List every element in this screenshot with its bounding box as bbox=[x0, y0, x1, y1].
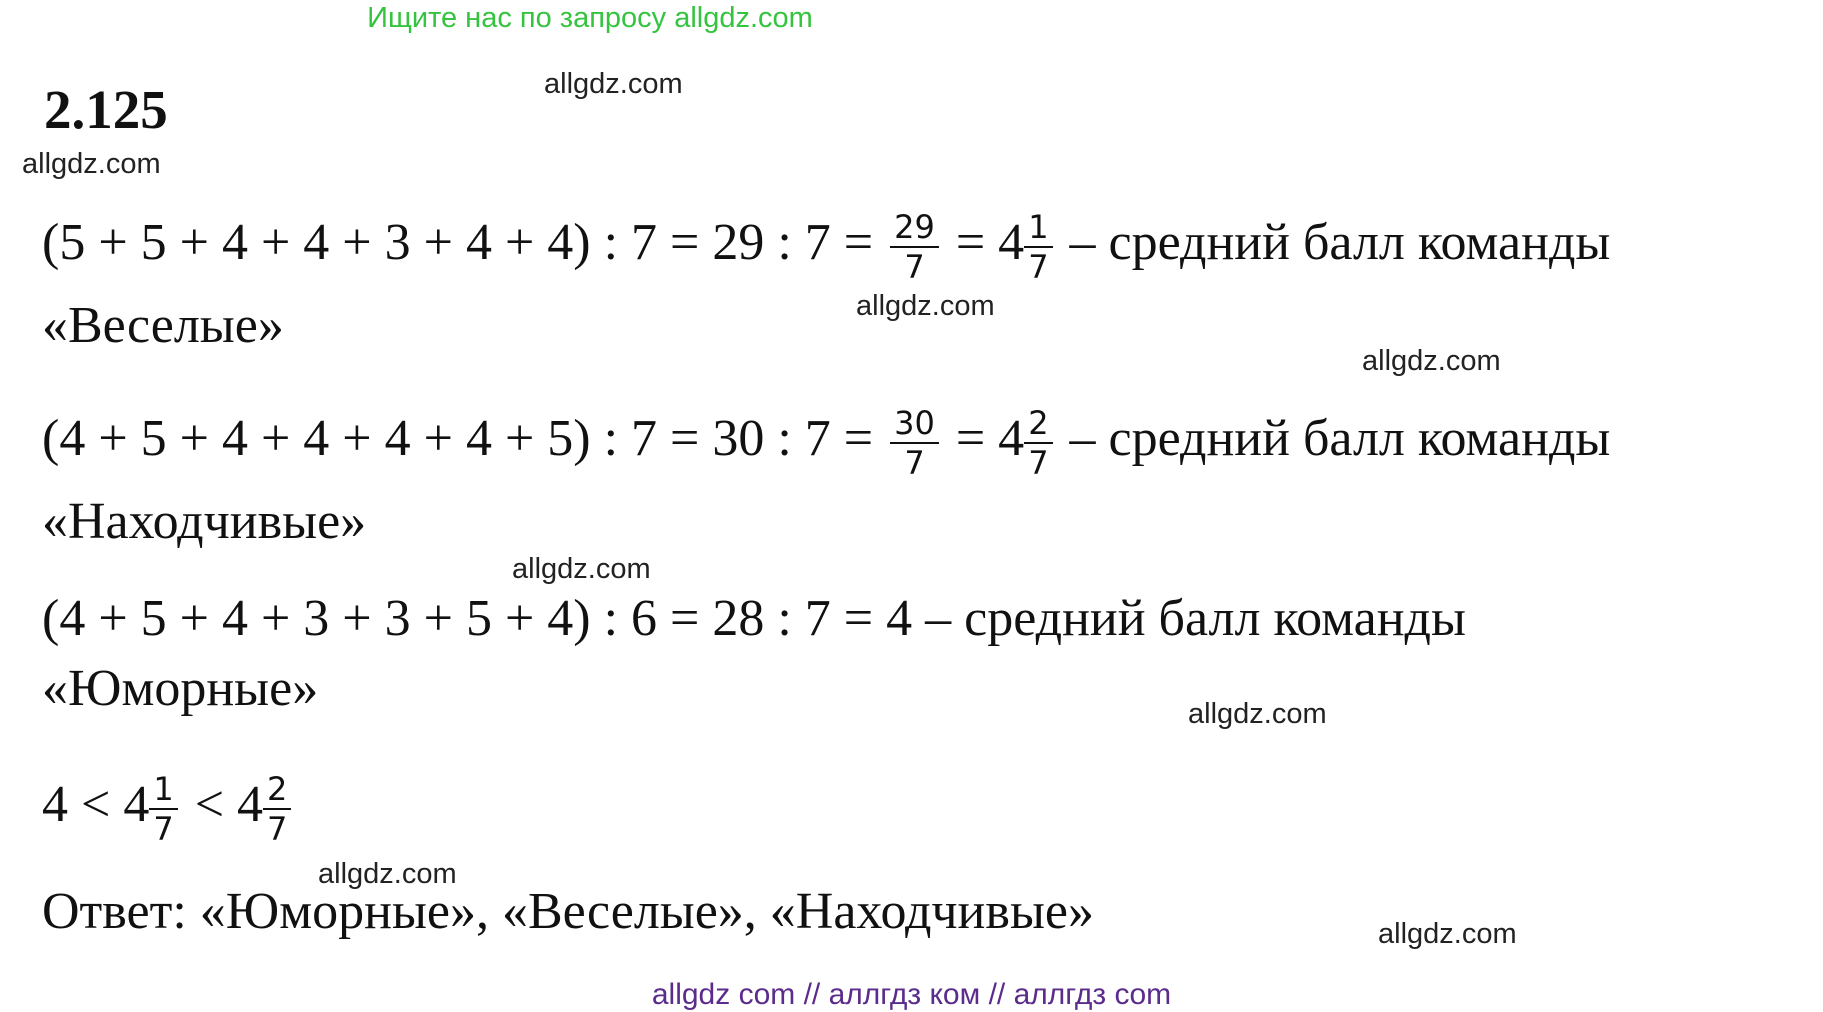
expression: (4 + 5 + 4 + 4 + 4 + 4 + 5) : 7 = 30 : 7 = bbox=[42, 409, 887, 467]
denominator: 7 bbox=[267, 810, 288, 848]
fraction bbox=[890, 208, 939, 286]
denominator: 7 bbox=[153, 810, 174, 848]
solution-line-2 bbox=[42, 404, 1610, 482]
numerator: 2 bbox=[263, 770, 291, 810]
comparison-left: 4 < 4 bbox=[42, 775, 150, 833]
comparison bbox=[42, 770, 295, 848]
mixed-fraction bbox=[1024, 404, 1052, 482]
answer: Ответ: «Юморные», «Веселые», «Находчивые» bbox=[42, 883, 1094, 940]
comparison-right: < 4 bbox=[181, 775, 264, 833]
watermark: allgdz.com bbox=[1362, 345, 1501, 377]
footer-links: allgdz com // аллгдз ком // аллгдз com bbox=[651, 978, 1172, 1011]
watermark: allgdz.com bbox=[1188, 698, 1327, 730]
expression: (5 + 5 + 4 + 4 + 3 + 4 + 4) : 7 = 29 : 7 = bbox=[42, 213, 887, 271]
numerator: 29 bbox=[890, 208, 939, 248]
watermark: allgdz.com bbox=[22, 148, 161, 180]
equals-whole: = 4 bbox=[942, 213, 1025, 271]
description: – средний балл команды bbox=[1056, 409, 1611, 467]
numerator: 2 bbox=[1024, 404, 1052, 444]
numerator: 30 bbox=[890, 404, 939, 444]
fraction bbox=[890, 404, 939, 482]
watermark: allgdz.com bbox=[856, 290, 995, 322]
team-name: «Находчивые» bbox=[42, 493, 367, 550]
team-name: «Веселые» bbox=[42, 297, 284, 354]
mixed-fraction bbox=[149, 770, 177, 848]
denominator: 7 bbox=[1028, 444, 1049, 482]
search-banner: Ищите нас по запросу allgdz.com bbox=[367, 2, 813, 34]
denominator: 7 bbox=[1028, 248, 1049, 286]
denominator: 7 bbox=[904, 444, 925, 482]
description: – средний балл команды bbox=[1056, 213, 1611, 271]
solution-line-1 bbox=[42, 208, 1610, 286]
watermark: allgdz.com bbox=[318, 858, 457, 890]
denominator: 7 bbox=[904, 248, 925, 286]
mixed-fraction bbox=[1024, 208, 1052, 286]
watermark: allgdz.com bbox=[544, 68, 683, 100]
problem-number: 2.125 bbox=[44, 79, 168, 140]
numerator: 1 bbox=[149, 770, 177, 810]
watermark: allgdz.com bbox=[512, 553, 651, 585]
equals-whole: = 4 bbox=[942, 409, 1025, 467]
watermark: allgdz.com bbox=[1378, 918, 1517, 950]
team-name: «Юморные» bbox=[42, 660, 319, 717]
solution-line-3: (4 + 5 + 4 + 3 + 3 + 5 + 4) : 6 = 28 : 7 = 4 – средний балл команды bbox=[42, 590, 1466, 647]
numerator: 1 bbox=[1024, 208, 1052, 248]
mixed-fraction bbox=[263, 770, 291, 848]
